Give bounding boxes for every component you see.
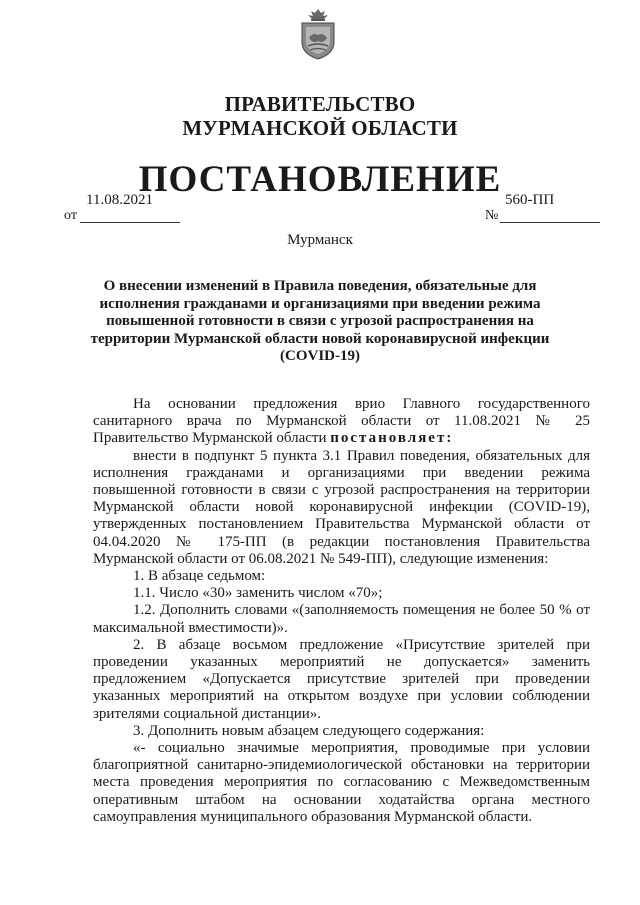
coat-of-arms-icon [297,8,339,60]
paragraph-amend: внести в подпункт 5 пункта 3.1 Правил поведения, обязательных для исполнения гражданами и организациями при введении режима повышенной готовности в связи с угрозой распространения на территории Мурманской области новой коронавирусной инфекции (COVID-19), утвержденных постановлением Правительства Мурманской области от 04.04.2020 № 175-ПП (в редакции постановления Правительства Мурманской области от 06.08.2021 № 549-ПП), следующие изменения: [93,447,590,567]
paragraph-new-clause: «- социально значимые мероприятия, проводимые при условии благоприятной санитарно-эпидемиологической обстановки на территории места проведения мероприятия по согласованию с Межведомственным оперативным штабом на основании ходатайства органа местного самоуправления муниципального образования Мурманской области. [93,740,590,825]
paragraph-item-3: 3. Дополнить новым абзацем следующего содержания: [133,722,485,739]
paragraph-basis [93,396,590,448]
document-heading: О внесении изменений в Правила поведения, обязательные для исполнения гражданами и организациями при введении режима повышенной готовности в связи с угрозой распространения на территории Мурманской области новой коронавирусной инфекции (COVID-19) [90,278,550,364]
document-type: ПОСТАНОВЛЕНИЕ [138,159,502,200]
paragraph-item-1-1: 1.1. Число «30» заменить числом «70»; [133,585,383,602]
date-label: от [64,208,77,223]
paragraph-item-1-2: 1.2. Дополнить словами «(заполняемость помещения не более 50 % от максимальной вместимости)». [93,602,590,636]
number-underline [500,222,600,223]
org-title-line1: ПРАВИТЕЛЬСТВО [224,92,416,116]
document-body [93,396,590,826]
city-name: Мурманск [287,232,353,248]
paragraph-basis-text: На основании предложения врио Главного государственного санитарного врача по Мурманской области от 11.08.2021 № 25 Правительство Мурманской области [93,396,590,447]
org-title-line2: МУРМАНСКОЙ ОБЛАСТИ [182,116,458,140]
document-date: 11.08.2021 [86,192,153,208]
document-number: 560-ПП [505,192,555,208]
date-underline [80,222,180,223]
resolves-word: постановляет: [330,430,454,447]
paragraph-item-1: 1. В абзаце седьмом: [133,568,266,585]
number-label: № [485,208,499,223]
paragraph-item-2: 2. В абзаце восьмом предложение «Присутствие зрителей при проведении указанных мероприятий не допускается» заменить предложением «Допускается присутствие зрителей при проведении указанных мероприятий на открытом воздухе при условии соблюдении зрителями социальной дистанции». [93,636,590,722]
